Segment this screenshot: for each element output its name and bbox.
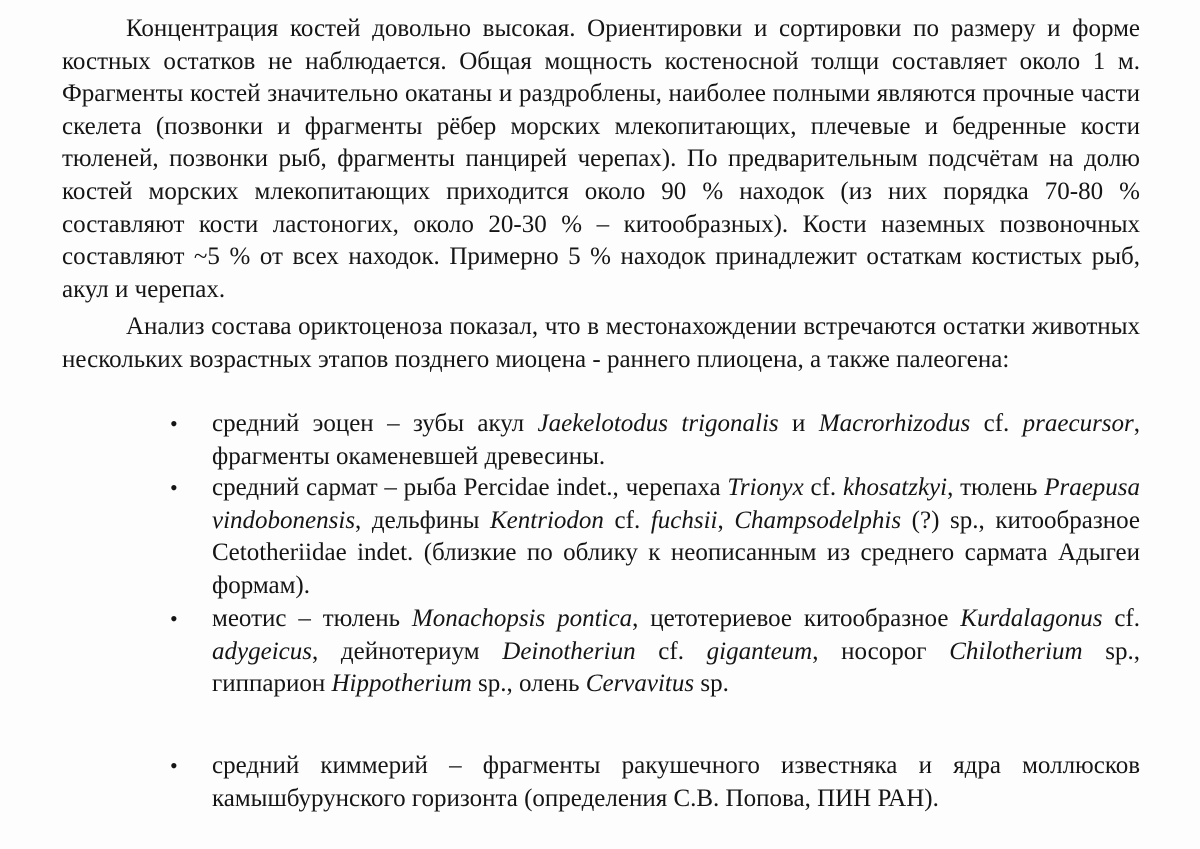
taxon-name: Deinotheriun (502, 637, 636, 665)
taxon-name: Cervavitus (585, 670, 695, 698)
text-segment: средний сармат – рыба Percidae indet., черепаха (212, 474, 728, 501)
taxon-name: Kentriodon (490, 506, 604, 534)
text-segment: sp., гиппарион (212, 637, 1141, 698)
text-segment: , носорог (812, 637, 950, 665)
bullet-list-item-middle-eocene (168, 408, 1140, 473)
bullet-icon: • (170, 411, 178, 436)
bullet-list-item-middle-cimmerian (168, 750, 1140, 815)
taxon-name: praecursor (1022, 410, 1134, 437)
bullet-text (212, 752, 1140, 812)
text-segment: , тюлень (947, 474, 1045, 501)
taxon-name: fuchsii (650, 506, 718, 534)
bullet-text (212, 410, 1140, 470)
taxon-name: Hippotherium (331, 670, 472, 698)
text-segment: , цетотериевое китообразное (632, 605, 961, 632)
list-item (168, 603, 1140, 701)
taxon-name: giganteum (706, 637, 813, 665)
text-segment: cf. (603, 506, 651, 534)
text-segment: (?) sp., китообразное Cetotheriidae indet. (близкие по облику к неописанным из среднего сармата Адыгеи формам). (212, 506, 1140, 599)
taxon-name: Praepusa vindobonensis (212, 474, 1141, 534)
text-segment: , (717, 506, 735, 534)
text-segment: , дельфины (355, 506, 490, 534)
list-item (168, 472, 1140, 602)
paragraph-bone-concentration: Концентрация костей довольно высокая. Ориентировки и сортировки по размеру и форме костных остатков не наблюдается. Общая мощность костеносной толщи составляет около 1 м. Фрагменты костей значительно окатаны и раздроблены, наиболее полными являются прочные части скелета (позвонки и фрагменты рёбер морских млекопитающих, плечевые и бедренные кости тюленей, позвонки рыб, фрагменты панцирей черепах). По предварительным подсчётам на долю костей морских млекопитающих приходится около 90 % находок (из них порядка 70-80 % составляют кости ластоногих, около 20-30 % – китообразных). Кости наземных позвоночных составляют ~5 % от всех находок. Примерно 5 % находок принадлежит остаткам костистых рыб, акул и черепах. (62, 15, 1140, 303)
taxon-name: Macrorhizodus (818, 410, 971, 437)
taxon-name: Trionyx (727, 474, 804, 501)
list-item (168, 750, 1140, 815)
text-segment: , фрагменты окаменевшей древесины. (212, 410, 1141, 470)
text-segment: меотис – тюлень (212, 605, 412, 632)
taxon-name: khosatzkyi (842, 474, 948, 501)
text-segment: sp. (694, 670, 729, 698)
bullet-text (212, 605, 1140, 697)
text-segment: sp., олень (471, 670, 586, 698)
paragraph-oryctocenosis-analysis: Анализ состава ориктоценоза показал, что в местонахождении встречаются остатки животных нескольких возрастных этапов позднего миоцена - раннего плиоцена, а также палеогена: (62, 313, 1140, 373)
taxon-name: Jaekelotodus trigonalis (537, 410, 779, 437)
text-segment: cf. (803, 474, 843, 501)
text-segment: и (778, 410, 819, 437)
taxon-name: Kurdalagonus (960, 605, 1103, 632)
taxon-name: Monachopsis pontica (411, 605, 633, 632)
bullet-text (212, 474, 1140, 599)
bullet-list-item-middle-sarmatian (168, 472, 1140, 602)
bullet-icon: • (170, 475, 178, 500)
bullet-list-item-meotian (168, 603, 1140, 701)
taxon-name: adygeicus (212, 637, 312, 665)
text-segment: средний киммерий – фрагменты ракушечного известняка и ядра моллюсков камышбурунского горизонта (определения С.В. Попова, ПИН РАН). (212, 752, 1140, 812)
text-segment: cf. (970, 410, 1023, 437)
text-segment: cf. (635, 637, 707, 665)
text-segment: cf. (1102, 605, 1140, 632)
text-segment: , дейнотериум (311, 637, 503, 665)
bullet-icon: • (170, 606, 178, 631)
taxon-name: Champsodelphis (734, 506, 902, 534)
bullet-icon: • (170, 753, 178, 778)
taxon-name: Chilotherium (949, 637, 1083, 665)
text-segment: средний эоцен – зубы акул (212, 410, 538, 437)
list-item (168, 408, 1140, 473)
